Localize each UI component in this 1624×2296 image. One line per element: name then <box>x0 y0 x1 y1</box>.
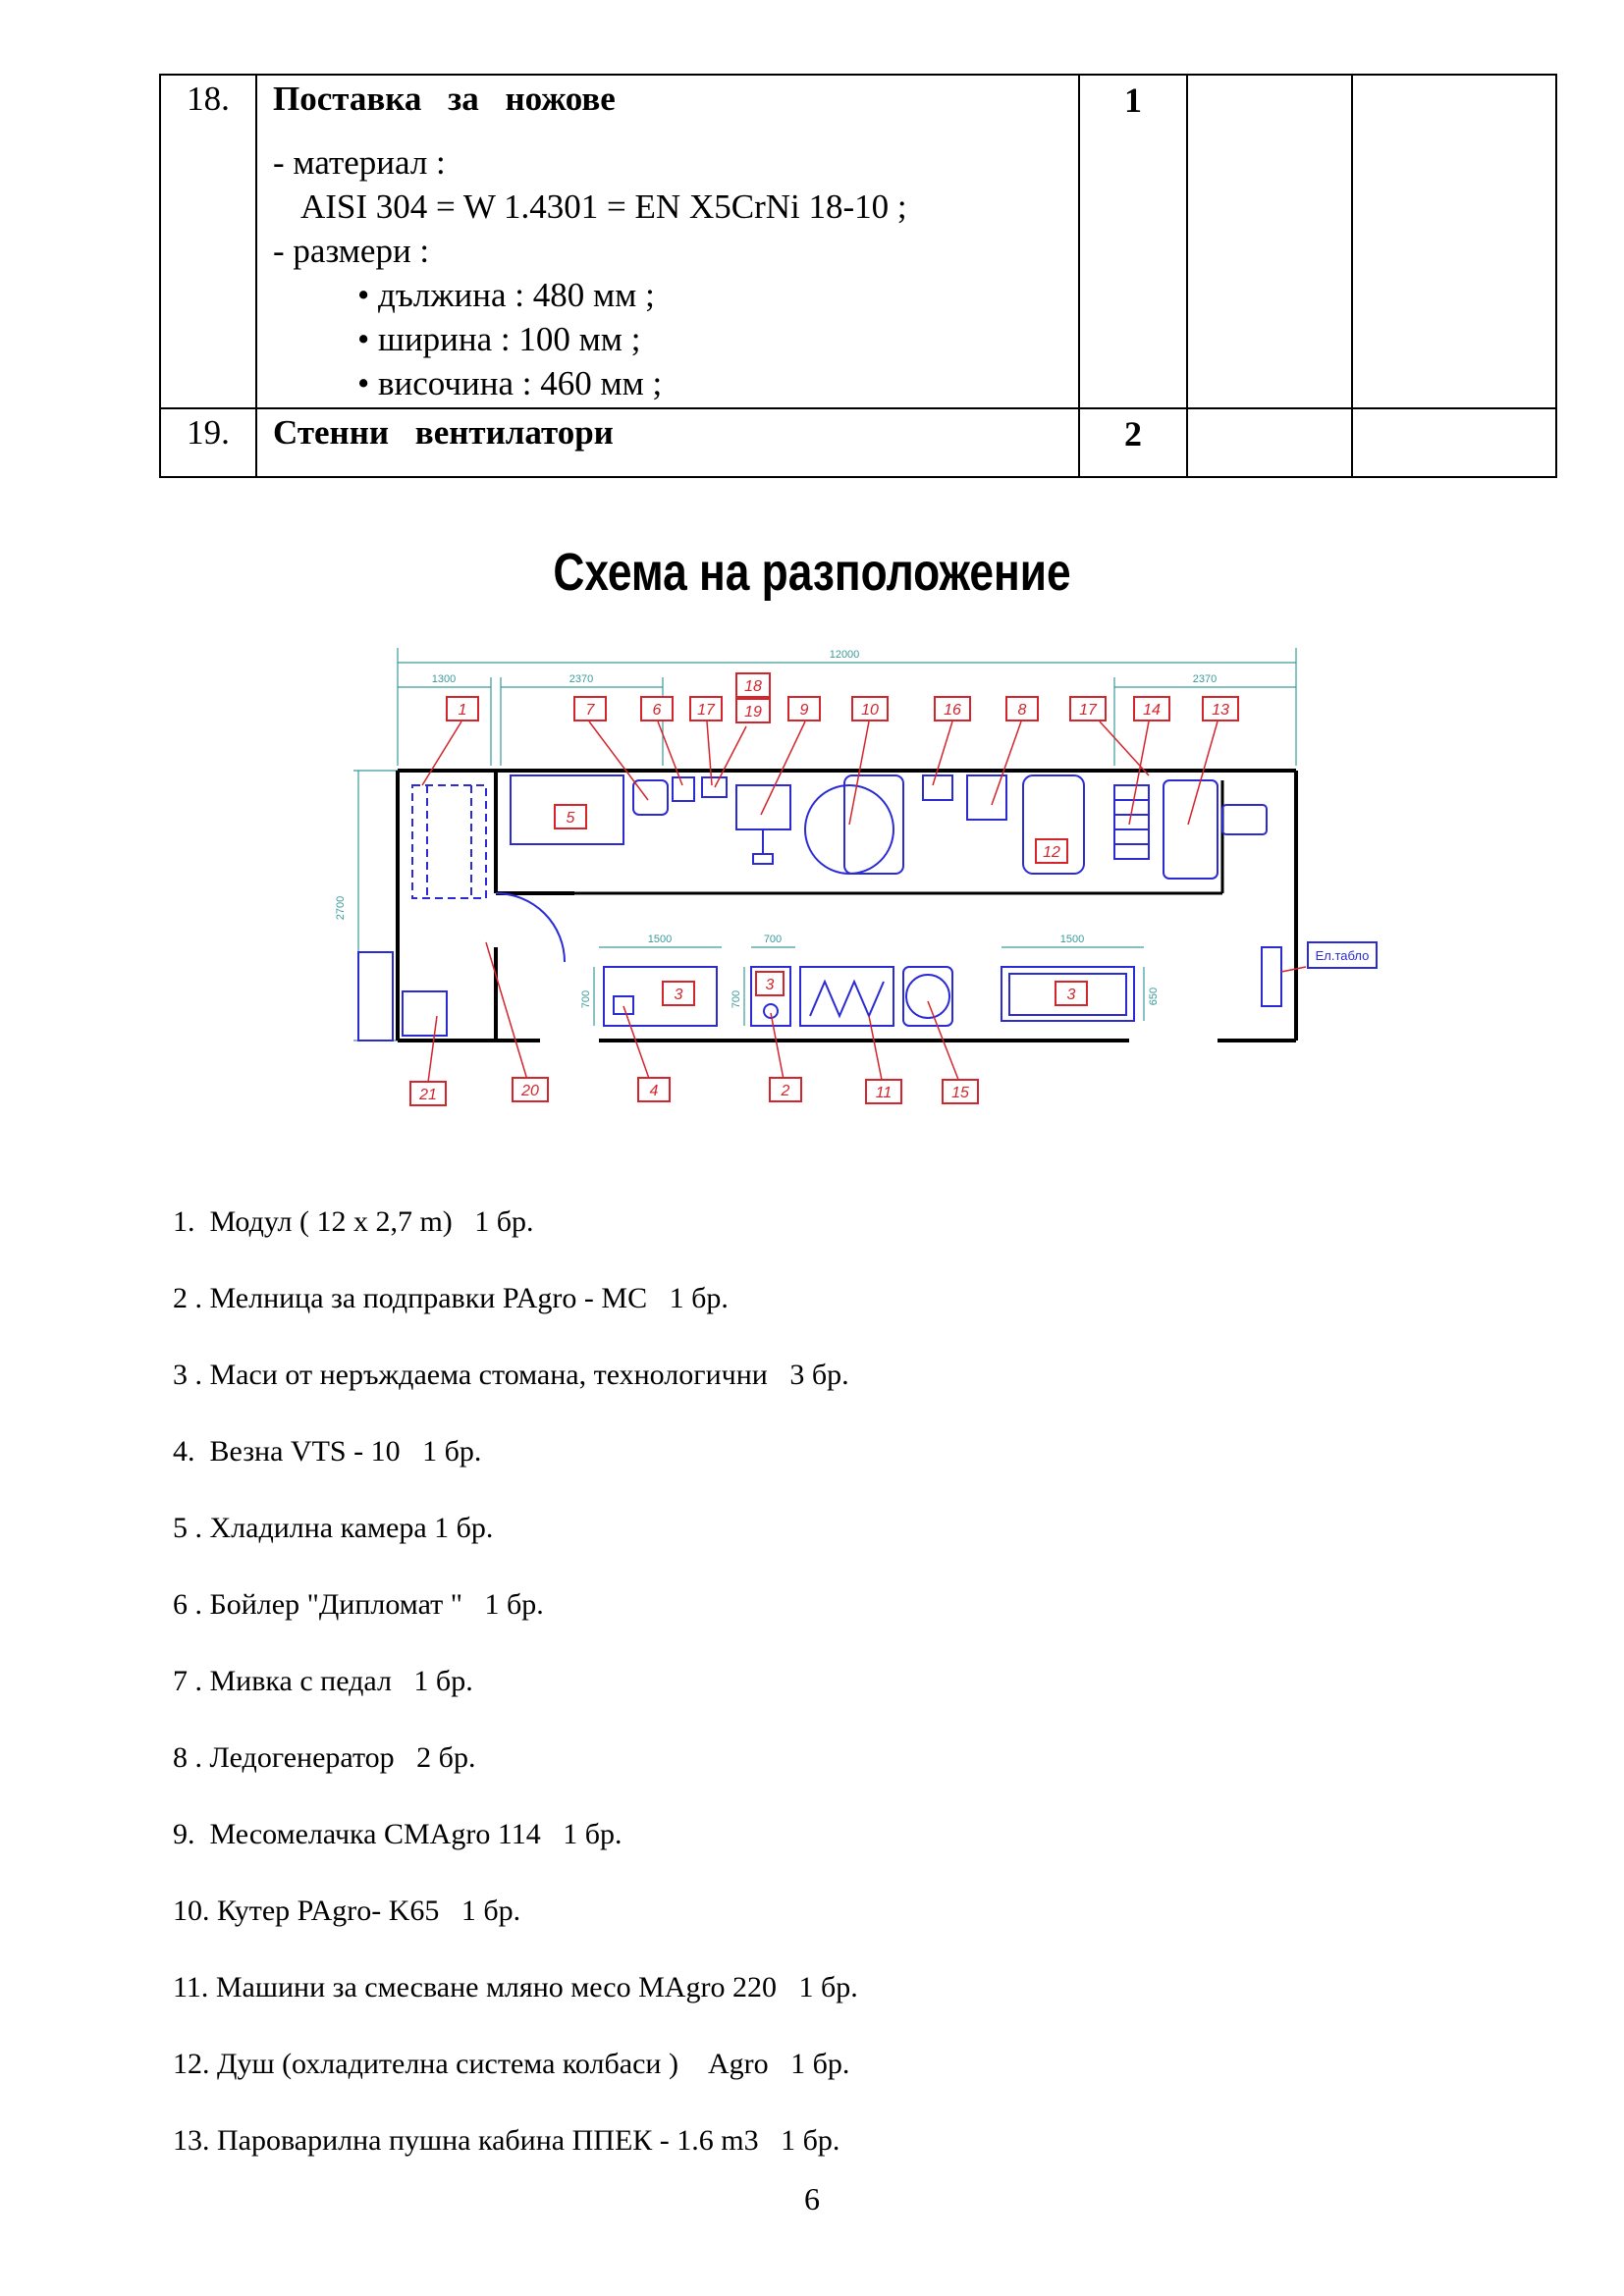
callout-label: 17 <box>697 702 715 719</box>
legend-item: 8 . Ледогенератор 2 бр. <box>173 1741 476 1774</box>
table-row <box>160 75 1556 408</box>
callout-label: 11 <box>875 1085 893 1101</box>
empty-cell <box>1187 408 1352 477</box>
callout-label: 18 <box>744 678 762 695</box>
callout-label: 9 <box>799 702 809 719</box>
dim-text: 2700 <box>335 895 347 921</box>
sizes-label: - размери : <box>273 232 430 270</box>
row-quantity: 1 <box>1079 75 1187 408</box>
dim-text: 2370 <box>568 673 594 685</box>
callout-label: 20 <box>521 1083 539 1099</box>
table-row <box>160 408 1556 477</box>
panel-label: Ел.табло <box>1315 948 1370 963</box>
row-quantity: 2 <box>1079 408 1187 477</box>
water-box <box>702 777 727 797</box>
row-number: 19. <box>160 408 256 477</box>
callout-label: 16 <box>944 702 961 719</box>
callout-label: 14 <box>1143 702 1161 719</box>
scale <box>614 996 633 1014</box>
shelving-rack <box>412 785 486 898</box>
diagram-title: Схема на разположение <box>553 543 1071 602</box>
dim-text: 2370 <box>1192 673 1218 685</box>
callout-label: 4 <box>649 1083 659 1099</box>
ice-gen-small <box>923 775 952 800</box>
callout-label: 8 <box>1017 702 1027 719</box>
dim-text: 1500 <box>1059 934 1085 945</box>
empty-cell <box>1187 75 1352 408</box>
door-swing <box>496 893 565 962</box>
legend-item: 6 . Бойлер "Дипломат " 1 бр. <box>173 1588 544 1621</box>
legend-item: 2 . Мелница за подправки PAgro - МС 1 бр. <box>173 1282 729 1314</box>
item-title: Стенни вентилатори <box>273 413 614 452</box>
leader-lines <box>422 721 1306 1090</box>
row-description <box>256 408 1079 477</box>
outer-box <box>358 952 393 1041</box>
cutter-body <box>844 775 903 874</box>
equipment-legend <box>173 1205 858 2201</box>
rack-14 <box>1114 785 1149 859</box>
size-height: • височина : 460 мм ; <box>357 364 663 402</box>
size-width: • ширина : 100 мм ; <box>357 320 641 358</box>
callout-label: 7 <box>585 702 595 719</box>
dim-text: 650 <box>1148 987 1160 1006</box>
specification-table <box>159 74 1557 478</box>
legend-item: 10. Кутер PAgro- K65 1 бр. <box>173 1895 521 1927</box>
callout-label: 12 <box>1043 844 1060 861</box>
legend-item: 3 . Маси от неръждаема стомана, технологични 3 бр. <box>173 1359 849 1391</box>
dim-text: 12000 <box>829 649 860 661</box>
box-21 <box>403 991 447 1036</box>
row-description <box>256 75 1079 408</box>
empty-cell <box>1352 75 1556 408</box>
legend-item: 9. Месомелачка CMAgro 114 1 бр. <box>173 1818 623 1850</box>
boiler <box>673 777 694 801</box>
empty-cell <box>1352 408 1556 477</box>
dim-text: 1300 <box>431 673 457 685</box>
callout-label: 6 <box>652 702 662 719</box>
floor-plan-diagram <box>314 628 1370 1139</box>
callout-label: 19 <box>744 704 762 721</box>
meat-grinder <box>736 785 790 829</box>
callout-label: 5 <box>566 810 575 827</box>
callout-label: 2 <box>781 1083 790 1099</box>
material-label: - материал : <box>273 143 446 182</box>
callout-label: 3 <box>674 987 683 1003</box>
legend-item: 1. Модул ( 12 х 2,7 m) 1 бр. <box>173 1205 534 1238</box>
smoke-cabin <box>1164 780 1218 879</box>
sink <box>633 780 668 815</box>
dim-text: 1500 <box>647 934 673 945</box>
electric-panel <box>1262 947 1281 1006</box>
legend-item: 7 . Мивка с педал 1 бр. <box>173 1665 473 1697</box>
callout-label: 3 <box>765 977 775 993</box>
callout-label: 1 <box>458 702 467 719</box>
legend-item: 12. Душ (охладителна система колбаси ) Agro 1 бр. <box>173 2048 850 2080</box>
page-number: 6 <box>804 2181 820 2216</box>
callout-label: 15 <box>951 1085 969 1101</box>
material-value: AISI 304 = W 1.4301 = EN X5CrNi 18-10 ; <box>300 187 907 226</box>
callout-label: 10 <box>861 702 879 719</box>
cutter-bowl <box>805 785 893 874</box>
row-number: 18. <box>160 75 256 408</box>
callout-label: 3 <box>1066 987 1076 1003</box>
callout-label: 21 <box>419 1087 437 1103</box>
dim-text: 700 <box>731 989 742 1009</box>
legend-item: 11. Машини за смесване мляно месо MAgro 220 1 бр. <box>173 1971 858 2003</box>
legend-item: 4. Везна VTS - 10 1 бр. <box>173 1435 482 1468</box>
dim-text: 700 <box>580 989 592 1009</box>
dim-text: 700 <box>763 934 783 945</box>
callout-label: 17 <box>1079 702 1097 719</box>
legend-item: 5 . Хладилна камера 1 бр. <box>173 1512 494 1544</box>
item-title: Поставка за ножове <box>273 80 616 118</box>
callout-label: 13 <box>1212 702 1229 719</box>
legend-item: 13. Пароварилна пушна кабина ППЕК - 1.6 m3 1 бр. <box>173 2124 840 2157</box>
size-length: • дължина : 480 мм ; <box>357 276 655 314</box>
